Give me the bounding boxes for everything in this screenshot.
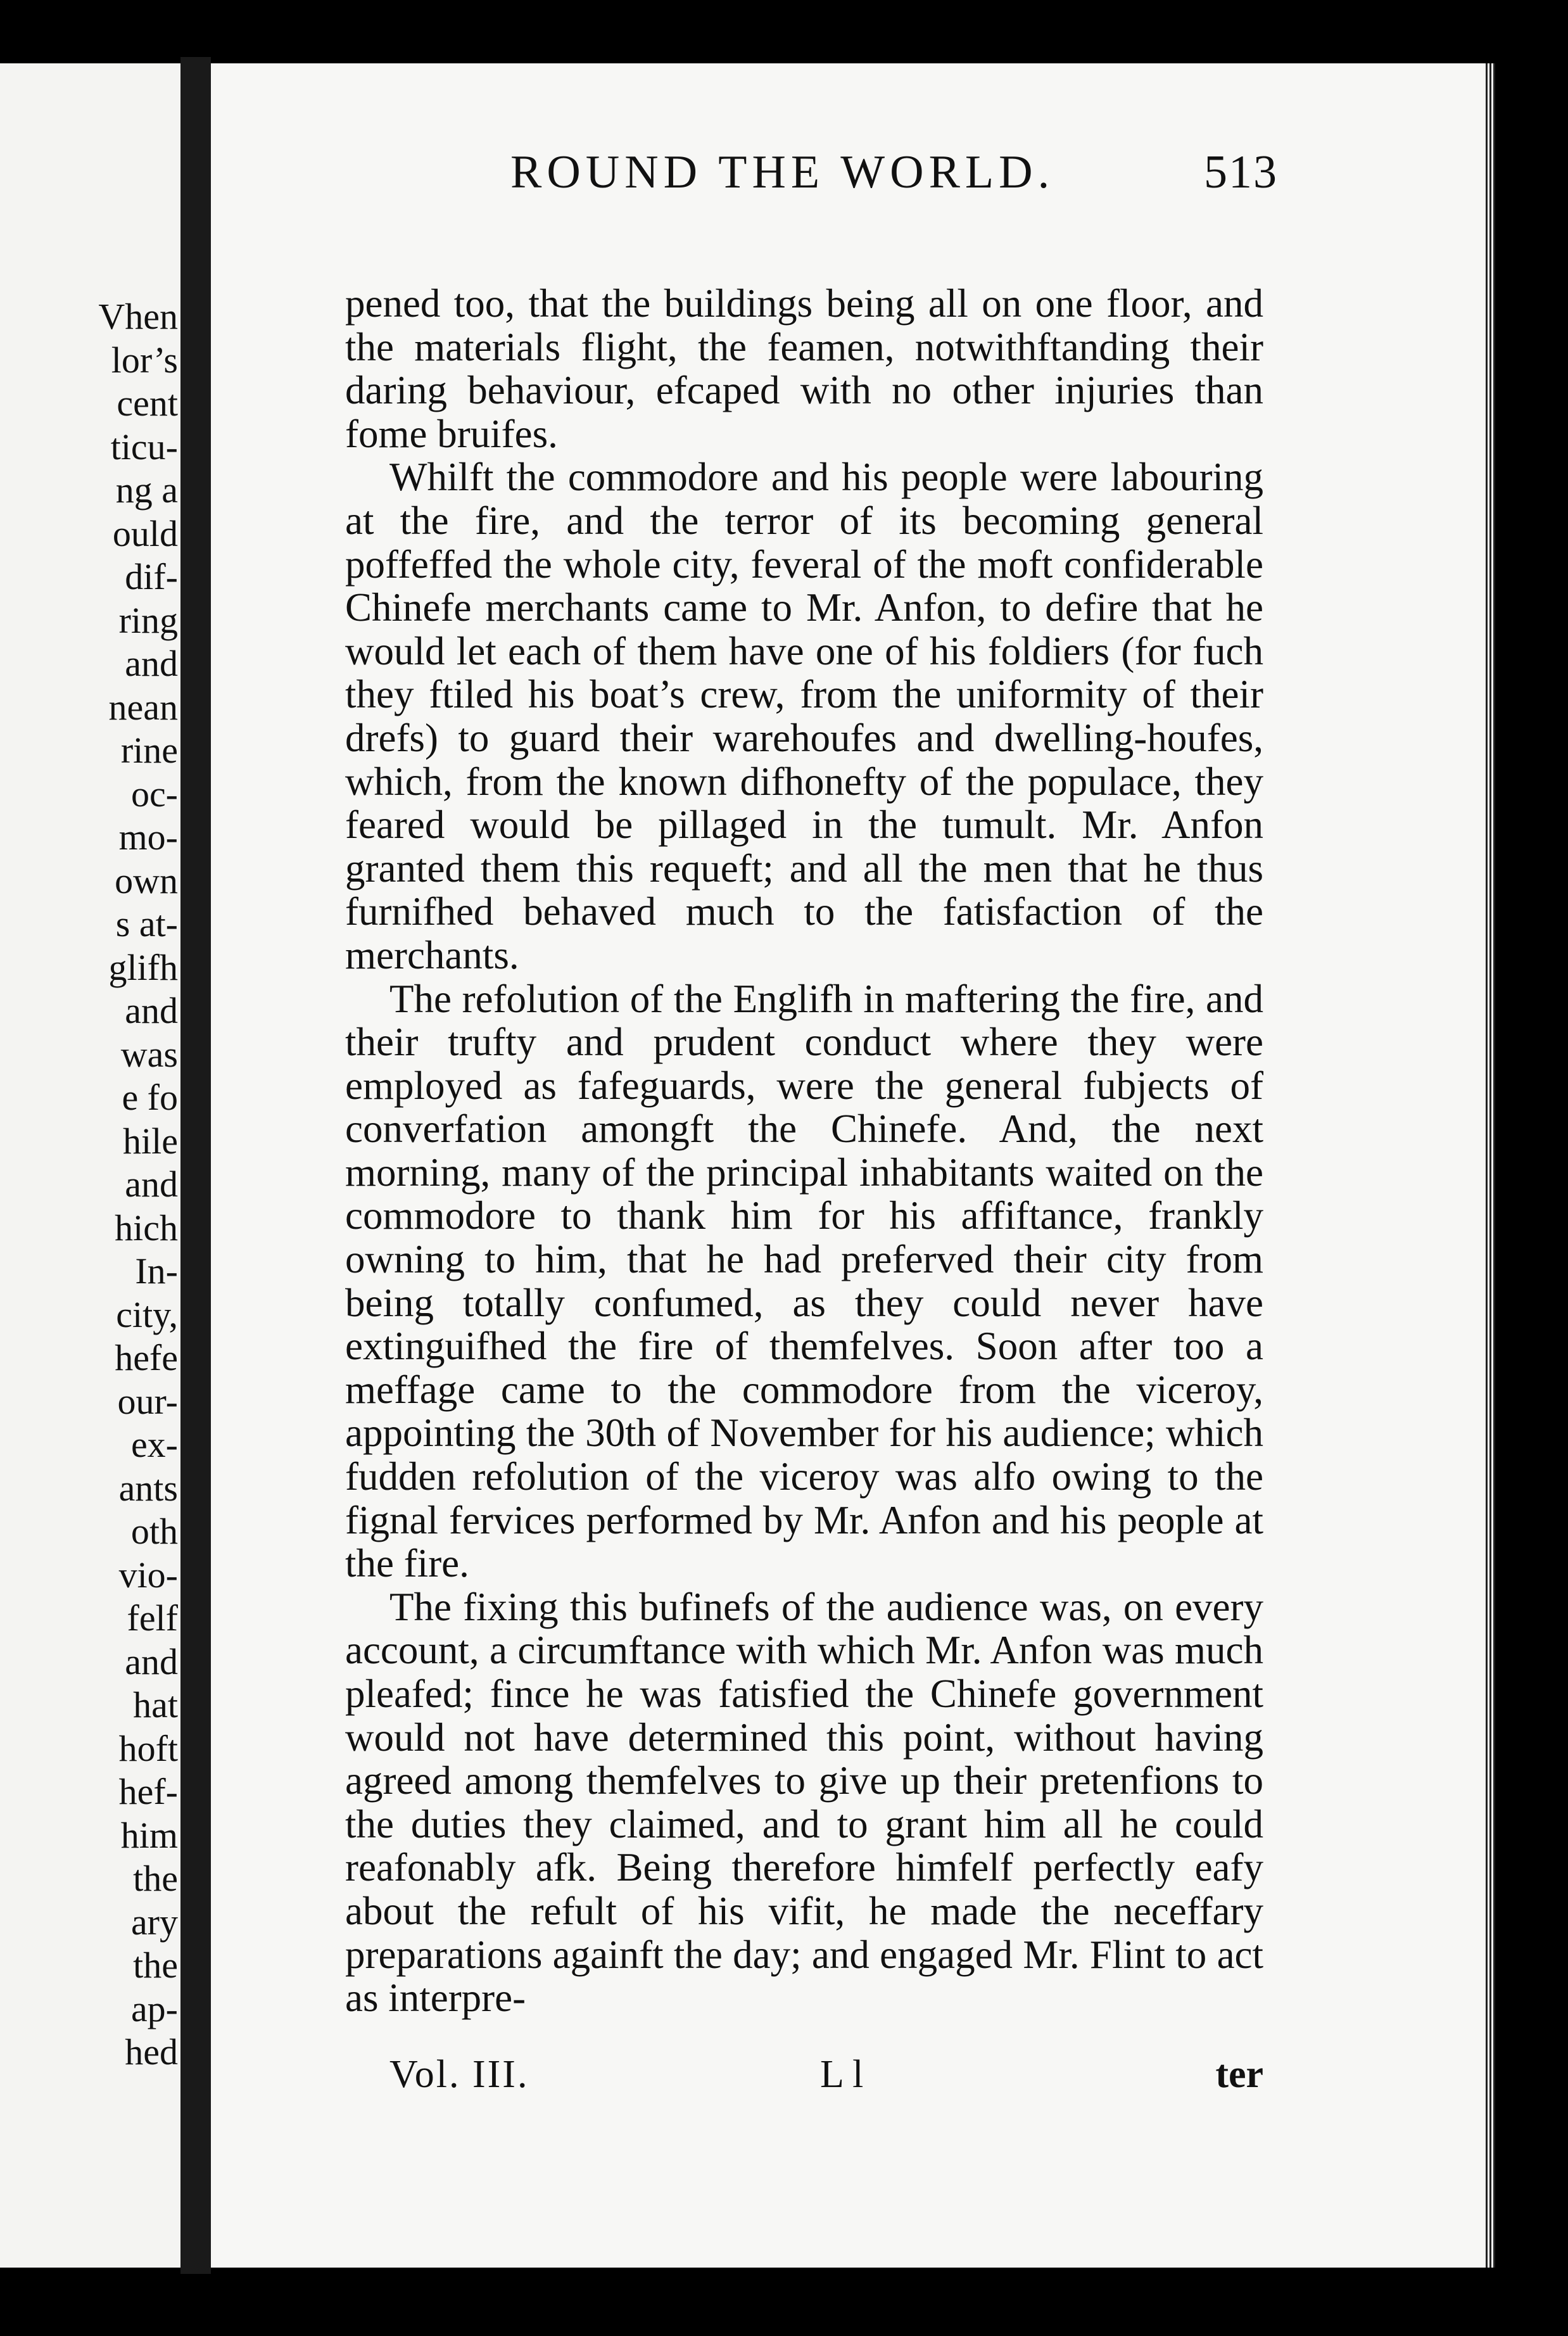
left-page-line: and xyxy=(125,990,178,1031)
left-page-line: and xyxy=(125,1164,178,1205)
signature-mark: L l xyxy=(820,2053,864,2096)
left-page-line: the xyxy=(133,1945,178,1986)
left-page-line: ring xyxy=(118,599,178,641)
paragraph: pened too, that the buildings being all on one floor, and the materials flight, the feamen, notwithftanding their daring behaviour, efcaped with no other injuries than fome bruifes. xyxy=(345,281,1263,456)
left-page-line: lor’s xyxy=(111,339,178,381)
left-page-line: him xyxy=(120,1814,178,1856)
left-page-line: ould xyxy=(112,512,178,554)
left-page-line: dif- xyxy=(125,556,178,597)
left-page-line: hefe xyxy=(115,1337,178,1378)
left-page-line: oc- xyxy=(130,773,178,815)
left-page-line: e fo xyxy=(122,1077,178,1118)
left-page-line: city, xyxy=(116,1293,178,1335)
left-page-line: hef- xyxy=(118,1771,178,1812)
left-page-line: ticu- xyxy=(110,426,178,467)
body-text xyxy=(345,282,1263,2020)
left-page-line: ap- xyxy=(130,1988,178,2029)
volume-signature: Vol. III. xyxy=(389,2053,529,2096)
page-header xyxy=(298,146,1278,209)
left-page-line: hed xyxy=(125,2031,178,2073)
left-page-line: hich xyxy=(115,1207,178,1248)
left-page-line: ng a xyxy=(115,469,178,511)
left-page-line: felf xyxy=(127,1597,178,1639)
left-page-line: and xyxy=(125,1641,178,1682)
left-page-line: the xyxy=(133,1858,178,1899)
paragraph: The fixing this bufinefs of the audience was, on every account, a circumftance with which Mr. Anfon was much pleafed; fince he was fatisfied the Chinefe government would not have determined this point, without having agreed among themfelves to give up their pretenfions to the duties they claimed, and to grant him all he could reafonably afk. Being therefore himfelf perfectly eafy about the refult of his vifit, he made the neceffary preparations againft the day; and engaged Mr. Flint to act as interpre- xyxy=(345,1584,1263,2021)
left-page-line: glifh xyxy=(108,946,178,988)
left-page-line: ants xyxy=(118,1467,178,1509)
left-page-line: cent xyxy=(117,383,178,424)
left-page-line: hat xyxy=(133,1684,178,1725)
left-page xyxy=(0,63,180,2268)
left-page-line: hoft xyxy=(118,1727,178,1769)
left-page-line: In- xyxy=(135,1250,178,1292)
page-number: 513 xyxy=(1204,146,1278,198)
paragraph: Whilft the commodore and his people were labouring at the fire, and the terror of its becoming general poffeffed the whole city, feveral of the moft confiderable Chinefe merchants came to Mr. Anfon, to defire that he would let each of them have one of his foldiers (for fuch they ftiled his boat’s crew, from the uniformity of their drefs) to guard their warehoufes and dwelling-houfes, which, from the known difhonefty of the populace, they feared would be pillaged in the tumult. Mr. Anfon granted them this requeft; and all the men that he thus furnifhed behaved much to the fatisfaction of the merchants. xyxy=(345,455,1263,977)
left-page-line: nean xyxy=(108,686,178,728)
left-page-line: own xyxy=(115,860,178,901)
left-page-line: oth xyxy=(130,1511,178,1552)
left-page-line: our- xyxy=(117,1380,178,1422)
left-page-line: mo- xyxy=(118,816,178,858)
left-page-line: and xyxy=(125,643,178,684)
left-page-line: rine xyxy=(120,730,178,771)
left-page-line: ex- xyxy=(130,1424,178,1465)
left-page-line: vio- xyxy=(118,1554,178,1596)
catchword: ter xyxy=(1215,2053,1263,2096)
running-head: ROUND THE WORLD. xyxy=(510,146,1055,198)
paragraph: The refolution of the Englifh in maftering the fire, and their trufty and prudent conduct where they were employed as fafeguards, were the general fubjects of converfation amongft the Chinefe. And, the next morning, many of the principal inhabitants waited on the commodore to thank him for his affiftance, frankly owning to him, that he had preferved their city from being totally confumed, as they could never have extinguifhed the fire of themfelves. Soon after too a meffage came to the commodore from the viceroy, appointing the 30th of November for his audience; which fudden refolution of the viceroy was alfo owing to the fignal fervices performed by Mr. Anfon and his people at the fire. xyxy=(345,976,1263,1586)
left-page-line: Vhen xyxy=(98,296,178,337)
page-footer xyxy=(345,2052,1263,2103)
left-page-line: s at- xyxy=(115,903,178,944)
page-edges xyxy=(1484,63,1495,2268)
left-page-line: was xyxy=(120,1033,178,1075)
left-page-line: hile xyxy=(123,1120,178,1162)
left-page-line: ary xyxy=(130,1901,178,1943)
book-gutter xyxy=(180,57,211,2274)
